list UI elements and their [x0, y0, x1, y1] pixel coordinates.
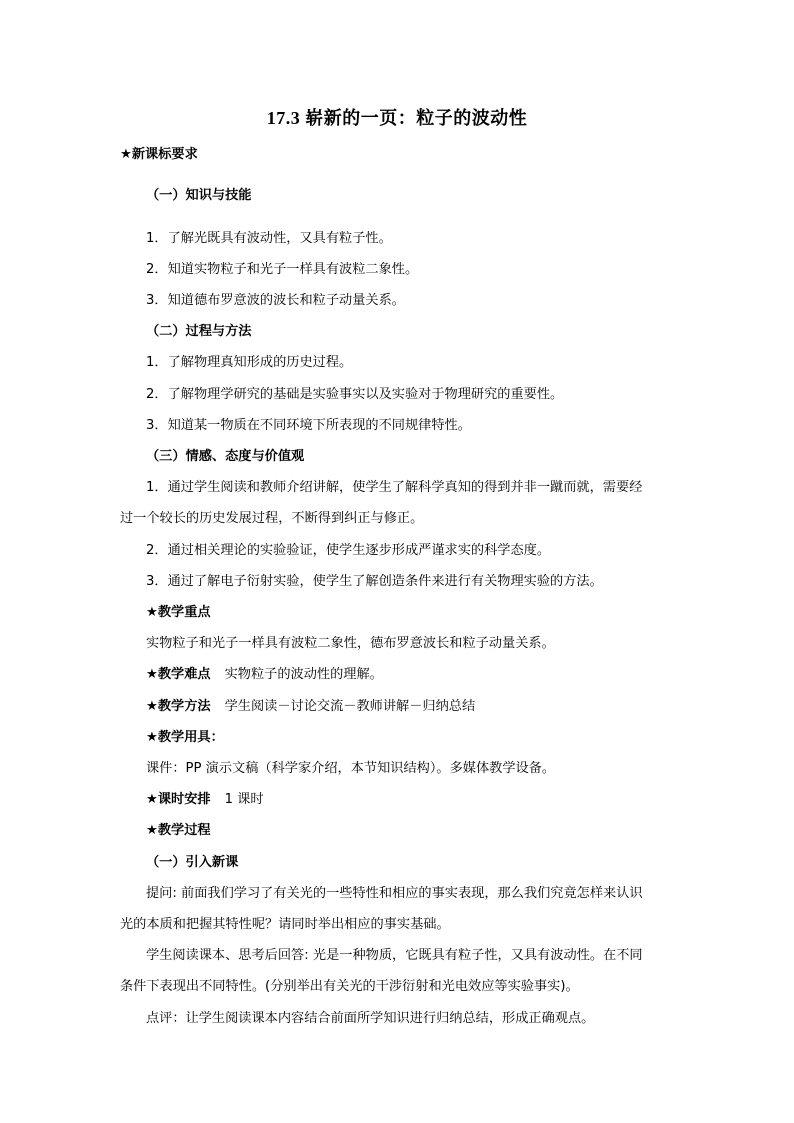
process-heading: （二）过程与方法: [146, 324, 252, 339]
schedule-heading: ★课时安排: [146, 792, 211, 807]
attitude-item-1: 1．通过学生阅读和教师介绍讲解，使学生了解科学真知的得到并非一蹴而就，需要经: [146, 480, 643, 495]
process-item-2: 2．了解物理学研究的基础是实验事实以及实验对于物理研究的重要性。: [146, 387, 564, 402]
tools-heading: ★教学用具：: [146, 730, 224, 745]
intro-paragraph-2: 学生阅读课本、思考后回答: 光是一种物质，它既具有粒子性，又具有波动性。在不同: [146, 948, 643, 963]
attitude-item-3: 3．通过了解电子衍射实验，使学生了解创造条件来进行有关物理实验的方法。: [146, 574, 603, 589]
schedule-text: 1 课时: [224, 792, 264, 807]
attitude-item-1-cont: 过一个较长的历史发展过程，不断得到纠正与修正。: [120, 511, 424, 526]
process-item-1: 1．了解物理真知形成的历史过程。: [146, 355, 353, 370]
attitude-heading: （三）情感、态度与价值观: [146, 449, 305, 464]
intro-heading: （一）引入新课: [146, 855, 239, 870]
difficulty-text: 实物粒子的波动性的理解。: [224, 667, 383, 682]
skills-item-1: 1．了解光既具有波动性，又具有粒子性。: [146, 231, 392, 246]
schedule-row: [146, 790, 264, 810]
skills-item-2: 2．知道实物粒子和光子一样具有波粒二象性。: [146, 262, 419, 277]
method-row: [146, 697, 475, 717]
skills-heading: （一）知识与技能: [146, 188, 252, 203]
attitude-item-2: 2．通过相关理论的实验验证，使学生逐步形成严谨求实的科学态度。: [146, 543, 551, 558]
tools-text: 课件：PP 演示文稿（科学家介绍，本节知识结构）。多媒体教学设备。: [146, 761, 556, 776]
difficulty-heading: ★教学难点: [146, 667, 211, 682]
method-text: 学生阅读－讨论交流－教师讲解－归纳总结: [224, 699, 476, 714]
intro-paragraph-1-cont: 光的本质和把握其特性呢？请同时举出相应的事实基础。: [120, 917, 450, 932]
intro-paragraph-1: 提问: 前面我们学习了有关光的一些特性和相应的事实表现，那么我们究竟怎样来认识: [146, 886, 643, 901]
key-text: 实物粒子和光子一样具有波粒二象性，德布罗意波长和粒子动量关系。: [146, 636, 555, 651]
skills-item-3: 3．知道德布罗意波的波长和粒子动量关系。: [146, 293, 405, 308]
page-title: 17.3 崭新的一页：粒子的波动性: [266, 108, 528, 128]
method-heading: ★教学方法: [146, 699, 211, 714]
teaching-process-heading: ★教学过程: [146, 823, 211, 838]
new-standard-heading: ★新课标要求: [120, 147, 198, 162]
intro-paragraph-2-cont: 条件下表现出不同特性。(分别举出有关光的干涉衍射和光电效应等实验事实)。: [120, 979, 579, 994]
intro-paragraph-3: 点评：让学生阅读课本内容结合前面所学知识进行归纳总结，形成正确观点。: [146, 1011, 595, 1026]
key-heading: ★教学重点: [146, 605, 211, 620]
process-item-3: 3．知道某一物质在不同环境下所表现的不同规律特性。: [146, 418, 471, 433]
difficulty-row: [146, 665, 383, 685]
